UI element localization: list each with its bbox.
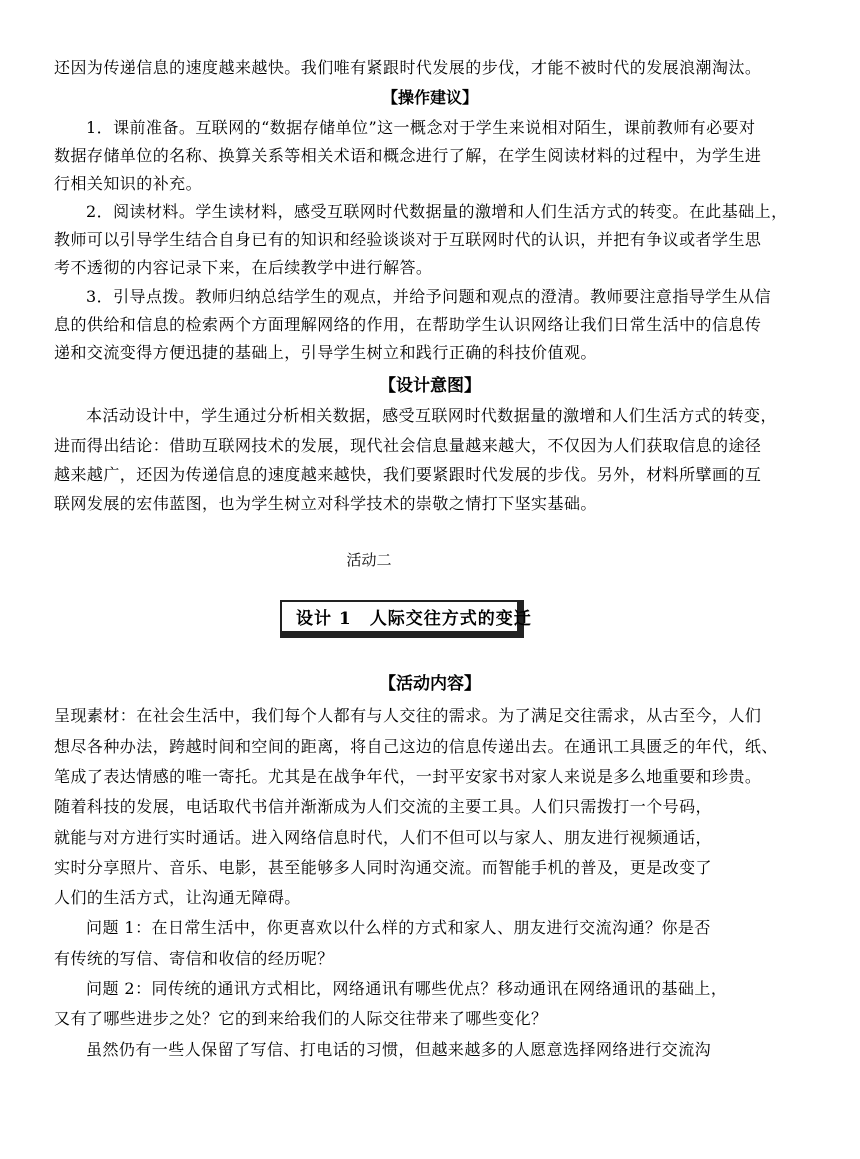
material-line: 人们的生活方式，让沟通无障碍。 — [54, 888, 301, 907]
material-line: 想尽各种办法，跨越时间和空间的距离，将自己这边的信息传递出去。在通讯工具匮乏的年代，纸、 — [54, 737, 778, 756]
operation-item-1-line: 行相关知识的补充。 — [54, 174, 203, 193]
operation-item-3-line: 息的供给和信息的检索两个方面理解网络的作用，在帮助学生认识网络让我们日常生活中的信息传 — [54, 315, 762, 334]
design-intent-line: 进而得出结论：借助互联网技术的发展，现代社会信息量越来越大，不仅因为人们获取信息的途径 — [54, 436, 762, 455]
operation-item-2-line: 教师可以引导学生结合自身已有的知识和经验谈谈对于互联网时代的认识，并把有争议或者学生思 — [54, 230, 762, 249]
material-line: 呈现素材：在社会生活中，我们每个人都有与人交往的需求。为了满足交往需求，从古至今，人们 — [54, 706, 762, 725]
operation-heading: 【操作建议】 — [381, 88, 478, 107]
question-2-line: 问题 2：同传统的通讯方式相比，网络通讯有哪些优点？移动通讯在网络通讯的基础上， — [86, 979, 728, 998]
question-1-line: 问题 1：在日常生活中，你更喜欢以什么样的方式和家人、朋友进行交流沟通？你是否 — [86, 918, 711, 937]
activity-label: 活动二 — [346, 551, 392, 569]
material-line: 随着科技的发展，电话取代书信并渐渐成为人们交流的主要工具。人们只需拨打一个号码， — [54, 797, 713, 816]
question-2-line: 又有了哪些进步之处？它的到来给我们的人际交往带来了哪些变化？ — [54, 1009, 548, 1028]
operation-item-2-line: 2．阅读材料。学生读材料，感受互联网时代数据量的激增和人们生活方式的转变。在此基础上， — [86, 202, 788, 221]
closing-line: 虽然仍有一些人保留了写信、打电话的习惯，但越来越多的人愿意选择网络进行交流沟 — [86, 1040, 712, 1059]
design-intent-line: 联网发展的宏伟蓝图，也为学生树立对科学技术的崇敬之情打下坚实基础。 — [54, 494, 597, 513]
design-intent-line: 越来越广，还因为传递信息的速度越来越快，我们要紧跟时代发展的步伐。另外，材料所擘画的互 — [54, 465, 762, 484]
material-line: 实时分享照片、音乐、电影，甚至能够多人同时沟通交流。而智能手机的普及，更是改变了 — [54, 858, 713, 877]
question-1-line: 有传统的写信、寄信和收信的经历呢？ — [54, 949, 334, 968]
activity-content-heading: 【活动内容】 — [379, 674, 481, 694]
design-intent-line: 本活动设计中，学生通过分析相关数据，感受互联网时代数据量的激增和人们生活方式的转变， — [86, 406, 777, 425]
operation-item-3-line: 递和交流变得方便迅捷的基础上，引导学生树立和践行正确的科技价值观。 — [54, 343, 597, 362]
design-title: 设计 1 人际交往方式的变迁 — [296, 609, 532, 629]
material-line: 就能与对方进行实时通话。进入网络信息时代，人们不但可以与家人、朋友进行视频通话， — [54, 828, 713, 847]
operation-item-2-line: 考不透彻的内容记录下来，在后续教学中进行解答。 — [54, 258, 433, 277]
paragraph-line: 还因为传递信息的速度越来越快。我们唯有紧跟时代发展的步伐，才能不被时代的发展浪潮淘汰。 — [54, 58, 762, 77]
design-intent-heading: 【设计意图】 — [379, 376, 481, 396]
operation-item-3-line: 3．引导点拨。教师归纳总结学生的观点，并给予问题和观点的澄清。教师要注意指导学生从信 — [86, 287, 772, 306]
design-title-box — [280, 600, 532, 638]
operation-item-1-line: 1．课前准备。互联网的“数据存储单位”这一概念对于学生来说相对陌生，课前教师有必要对 — [86, 118, 756, 137]
operation-item-1-line: 数据存储单位的名称、换算关系等相关术语和概念进行了解，在学生阅读材料的过程中，为学生进 — [54, 146, 762, 165]
material-line: 笔成了表达情感的唯一寄托。尤其是在战争年代，一封平安家书对家人来说是多么地重要和珍贵。 — [54, 767, 762, 786]
